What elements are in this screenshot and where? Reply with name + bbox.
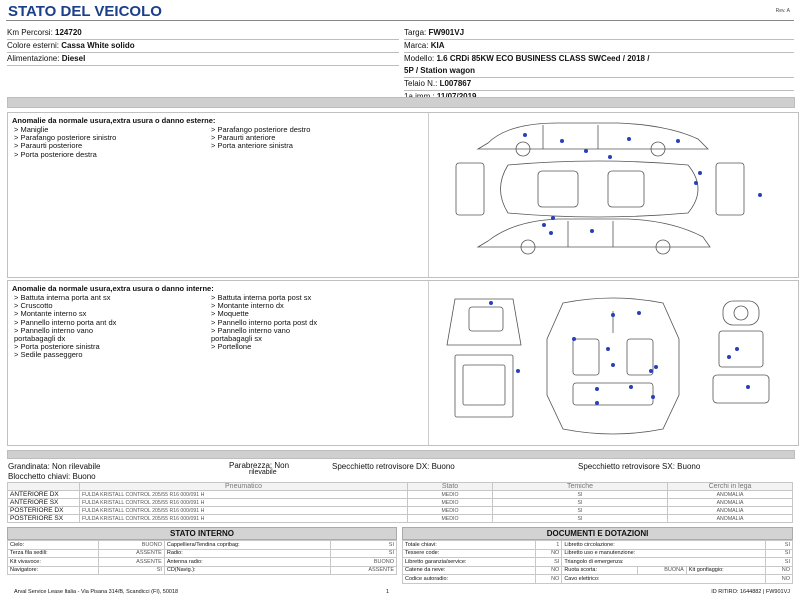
title-divider bbox=[6, 20, 794, 21]
color-row: Colore esterni: Cassa White solido bbox=[7, 40, 399, 53]
table-row: Terza fila sedili: ASSENTE Radio: SI bbox=[8, 549, 397, 558]
col-header-temiche: Temiche bbox=[493, 483, 668, 491]
footer-id: ID RITIRO: 1644882 | FW901VJ bbox=[711, 589, 790, 595]
revision-label: Rev. A bbox=[775, 8, 790, 14]
tyres-table bbox=[7, 482, 793, 523]
internal-list-col1 bbox=[14, 294, 116, 360]
table-row: POSTERIORE SX FULDA KRISTALL CONTROL 205/55 R16 000/091 H MEDIO SI ANOMALIA bbox=[8, 515, 793, 523]
list-item: > Pannello interno vano bbox=[211, 325, 291, 335]
table-row: POSTERIORE DX FULDA KRISTALL CONTROL 205/55 R16 000/091 H MEDIO SI ANOMALIA bbox=[8, 507, 793, 515]
table-row: Libretto garanzia/service: SI Triangolo di emergenza: SI bbox=[403, 558, 793, 567]
list-item: > Paraurti anteriore bbox=[211, 133, 276, 143]
vehicle-info-left bbox=[7, 27, 399, 66]
external-list-area bbox=[8, 113, 429, 277]
list-item: portabagagli sx bbox=[211, 334, 262, 344]
list-item: > Paraurti posteriore bbox=[14, 141, 83, 151]
table-row: ANTERIORE SX FULDA KRISTALL CONTROL 205/55 R16 000/091 H MEDIO SI ANOMALIA bbox=[8, 499, 793, 507]
interior-car-diagram bbox=[443, 293, 793, 441]
table-row: ANTERIORE DX FULDA KRISTALL CONTROL 205/55 R16 000/091 H MEDIO SI ANOMALIA bbox=[8, 491, 793, 499]
make-row: Marca: KIA bbox=[404, 40, 794, 53]
interior-damage-markers bbox=[489, 301, 750, 405]
list-item: > Pannello interno vano bbox=[14, 325, 94, 335]
chassis-row: Telaio N.: L007867 bbox=[404, 78, 794, 91]
col-header-stato: Stato bbox=[408, 483, 493, 491]
table-row: Kit vivavoce: ASSENTE Antenna radio: BUONO bbox=[8, 558, 397, 567]
table-row: Cielo: BUONO Cappelliera/Tendina copribag: SI bbox=[8, 541, 397, 550]
model-row-2: 5P / Station wagon bbox=[404, 65, 794, 78]
key-block-status: Blocchetto chiavi: Buono bbox=[8, 472, 96, 481]
internal-list-area bbox=[8, 281, 429, 445]
list-item: > Maniglie bbox=[14, 125, 49, 134]
list-item: > Portellone bbox=[211, 342, 252, 352]
list-item: > Porta posteriore sinistra bbox=[14, 342, 100, 352]
list-item: > Montante interno dx bbox=[211, 301, 284, 311]
vehicle-info-right bbox=[404, 27, 794, 104]
table-row: Catene da neve: NO Ruota scorta: BUONA Kit gonfiaggio: NO bbox=[403, 566, 793, 575]
documents-section bbox=[402, 527, 793, 584]
model-row: Modello: 1.6 CRDi 85KW ECO BUSINESS CLASS SWCeed / 2018 / bbox=[404, 54, 650, 63]
internal-damage-title: Anomalie da normale usura,extra usura o danno interne: bbox=[12, 284, 214, 293]
internal-damage-panel bbox=[7, 280, 799, 446]
list-item: > Porta anteriore sinistra bbox=[211, 141, 293, 151]
interior-status-section bbox=[7, 527, 397, 575]
col-header-cerchi: Cerchi in lega bbox=[668, 483, 793, 491]
internal-list-col2 bbox=[211, 294, 317, 351]
list-item: > Parafango posteriore sinistro bbox=[14, 133, 117, 143]
list-item: > Battuta interna porta ant sx bbox=[14, 293, 111, 302]
list-item: > Parafango posteriore destro bbox=[211, 125, 311, 134]
list-item: > Pannello interno porta ant dx bbox=[14, 317, 117, 327]
section-band bbox=[7, 97, 795, 108]
page-title: STATO DEL VEICOLO bbox=[8, 3, 162, 20]
tyres-header-row bbox=[8, 483, 793, 491]
interior-status-table bbox=[7, 540, 397, 575]
footer-company: Arval Service Lease Italia - Via Pisana 314/B, Scandicci (FI), 50018 bbox=[14, 589, 179, 595]
table-row: Navigatore: SI CD(Navig.): ASSENTE bbox=[8, 566, 397, 575]
table-row: Tessere code: NO Libretto uso e manutenzione: SI bbox=[403, 549, 793, 558]
section-band-2 bbox=[7, 450, 795, 459]
table-row: Codice autoradio: NO Cavo elettrico: NO bbox=[403, 575, 793, 584]
external-list-col1 bbox=[14, 126, 116, 159]
list-item: portabagagli dx bbox=[14, 334, 66, 344]
windshield-status: Parabrezza: Non rilevabile bbox=[229, 461, 290, 476]
fuel-row: Alimentazione: Diesel bbox=[7, 53, 399, 66]
external-list-col2 bbox=[211, 126, 310, 151]
list-item: > Pannello interno porta post dx bbox=[211, 317, 318, 327]
table-row: Totale chiavi: 1 Libretto circolazione: SI bbox=[403, 541, 793, 550]
list-item: > Moquette bbox=[211, 309, 249, 319]
hail-status: Grandinata: Non rilevabile bbox=[8, 462, 101, 471]
documents-title: DOCUMENTI E DOTAZIONI bbox=[402, 527, 793, 540]
footer-page-number: 1 bbox=[386, 589, 390, 595]
external-damage-panel bbox=[7, 112, 799, 278]
interior-status-title: STATO INTERNO bbox=[7, 527, 397, 540]
list-item: > Battuta interna porta post sx bbox=[211, 293, 312, 302]
exterior-car-diagram bbox=[448, 121, 788, 271]
list-item: > Montante interno sx bbox=[14, 309, 87, 319]
mirror-right-status: Specchietto retrovisore DX: Buono bbox=[332, 462, 455, 471]
km-row: Km Percorsi: 124720 bbox=[7, 27, 399, 40]
documents-table bbox=[402, 540, 793, 584]
col-header-pneumatico: Pneumatico bbox=[80, 483, 408, 491]
external-damage-title: Anomalie da normale usura,extra usura o danno esterne: bbox=[12, 116, 216, 125]
list-item: > Sedile passeggero bbox=[14, 350, 83, 360]
list-item: > Porta posteriore destra bbox=[14, 149, 97, 159]
mirror-left-status: Specchietto retrovisore SX: Buono bbox=[578, 462, 701, 471]
plate-row: Targa: FW901VJ bbox=[404, 27, 794, 40]
list-item: > Cruscotto bbox=[14, 301, 53, 311]
